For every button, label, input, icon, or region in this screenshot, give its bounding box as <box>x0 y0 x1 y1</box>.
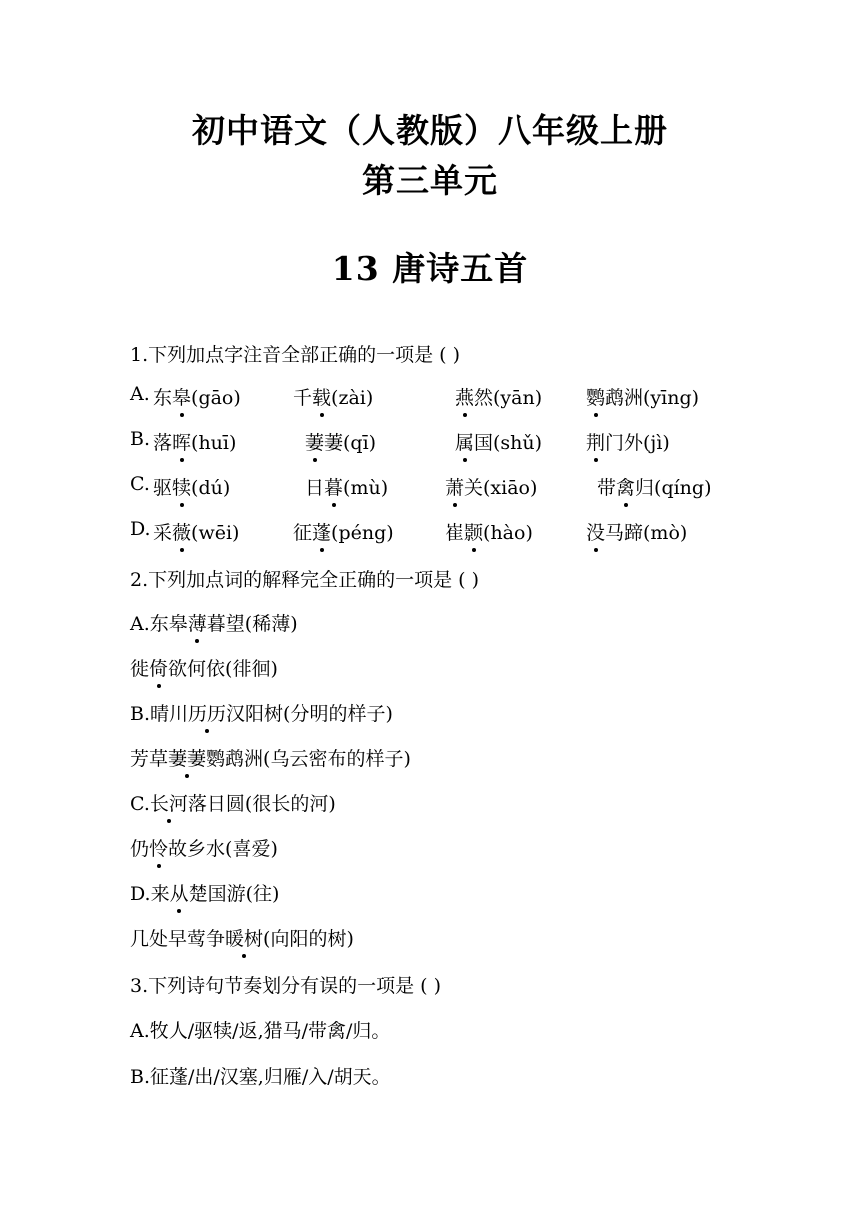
option-label: A. <box>130 383 150 405</box>
unit-title: 第三单元 <box>362 161 498 200</box>
dotted-char: 鹦 <box>586 383 605 410</box>
dotted-char: 薇 <box>172 518 191 545</box>
question-2-line: 仍怜故乡水(喜爱) <box>130 834 278 861</box>
dotted-char: 历历 <box>188 699 226 726</box>
question-2-line: 徙倚欲何依(徘徊) <box>130 654 278 681</box>
option-item: 征蓬(péng) <box>293 518 394 545</box>
question-2-line: A.东皋薄暮望(稀薄) <box>130 609 298 636</box>
option-item: 萧关(xiāo) <box>445 473 537 500</box>
question-2-stem: 2.下列加点词的解释完全正确的一项是 ( ) <box>130 569 480 591</box>
option-item: 崔颢(hào) <box>445 518 533 545</box>
dotted-char: 薄 <box>188 609 207 636</box>
dotted-char: 从 <box>170 879 189 906</box>
dotted-char: 倚 <box>149 654 168 681</box>
question-2-line: B.晴川历历汉阳树(分明的样子) <box>130 699 393 726</box>
dotted-char: 载 <box>312 383 331 410</box>
option-item: 驱犊(dú) <box>153 473 230 500</box>
option-label: D. <box>130 518 151 540</box>
option-item: 日暮(mù) <box>305 473 388 500</box>
dotted-char: 萋萋 <box>168 744 206 771</box>
lesson-title: 13 唐诗五首 <box>331 249 529 288</box>
dotted-char: 晖 <box>172 428 191 455</box>
dotted-char: 暮 <box>324 473 343 500</box>
option-item: 东皋(gāo) <box>153 383 241 410</box>
dotted-char: 燕 <box>455 383 474 410</box>
question-3-option-b: B.征蓬/出/汉塞,归雁/入/胡天。 <box>130 1066 391 1088</box>
option-item: 燕然(yān) <box>455 383 542 410</box>
option-item: 荆门外(jì) <box>586 428 670 455</box>
dotted-char: 犊 <box>172 473 191 500</box>
dotted-char: 没 <box>586 518 605 545</box>
dotted-char: 禽 <box>616 473 635 500</box>
question-3-stem: 3.下列诗句节奏划分有误的一项是 ( ) <box>130 975 442 997</box>
option-item: 没马蹄(mò) <box>586 518 687 545</box>
dotted-char: 属 <box>455 428 474 455</box>
question-2-line: 芳草萋萋鹦鹉洲(乌云密布的样子) <box>130 744 411 771</box>
dotted-char: 萧 <box>445 473 464 500</box>
option-item: 千载(zài) <box>293 383 373 410</box>
dotted-char: 暖树 <box>225 924 263 951</box>
page-title: 初中语文（人教版）八年级上册 <box>192 111 668 150</box>
option-label: B. <box>130 428 151 450</box>
option-item: 落晖(huī) <box>153 428 236 455</box>
dotted-char: 蓬 <box>312 518 331 545</box>
option-item: 萋萋(qī) <box>305 428 376 455</box>
dotted-char: 荆 <box>586 428 605 455</box>
option-item: 属国(shǔ) <box>455 428 542 455</box>
dotted-char: 长河 <box>150 789 188 816</box>
question-3-option-a: A.牧人/驱犊/返,猎马/带禽/归。 <box>130 1020 391 1042</box>
option-item: 带禽归(qíng) <box>597 473 712 500</box>
dotted-char: 颢 <box>464 518 483 545</box>
dotted-char: 怜 <box>149 834 168 861</box>
dotted-char: 萋 <box>305 428 324 455</box>
question-2-line: D.来从楚国游(往) <box>130 879 279 906</box>
option-item: 采薇(wēi) <box>153 518 239 545</box>
question-1-stem: 1.下列加点字注音全部正确的一项是 ( ) <box>130 344 461 366</box>
option-label: C. <box>130 473 150 495</box>
question-2-line: 几处早莺争暖树(向阳的树) <box>130 924 354 951</box>
question-2-line: C.长河落日圆(很长的河) <box>130 789 336 816</box>
option-item: 鹦鹉洲(yīng) <box>586 383 699 410</box>
dotted-char: 皋 <box>172 383 191 410</box>
